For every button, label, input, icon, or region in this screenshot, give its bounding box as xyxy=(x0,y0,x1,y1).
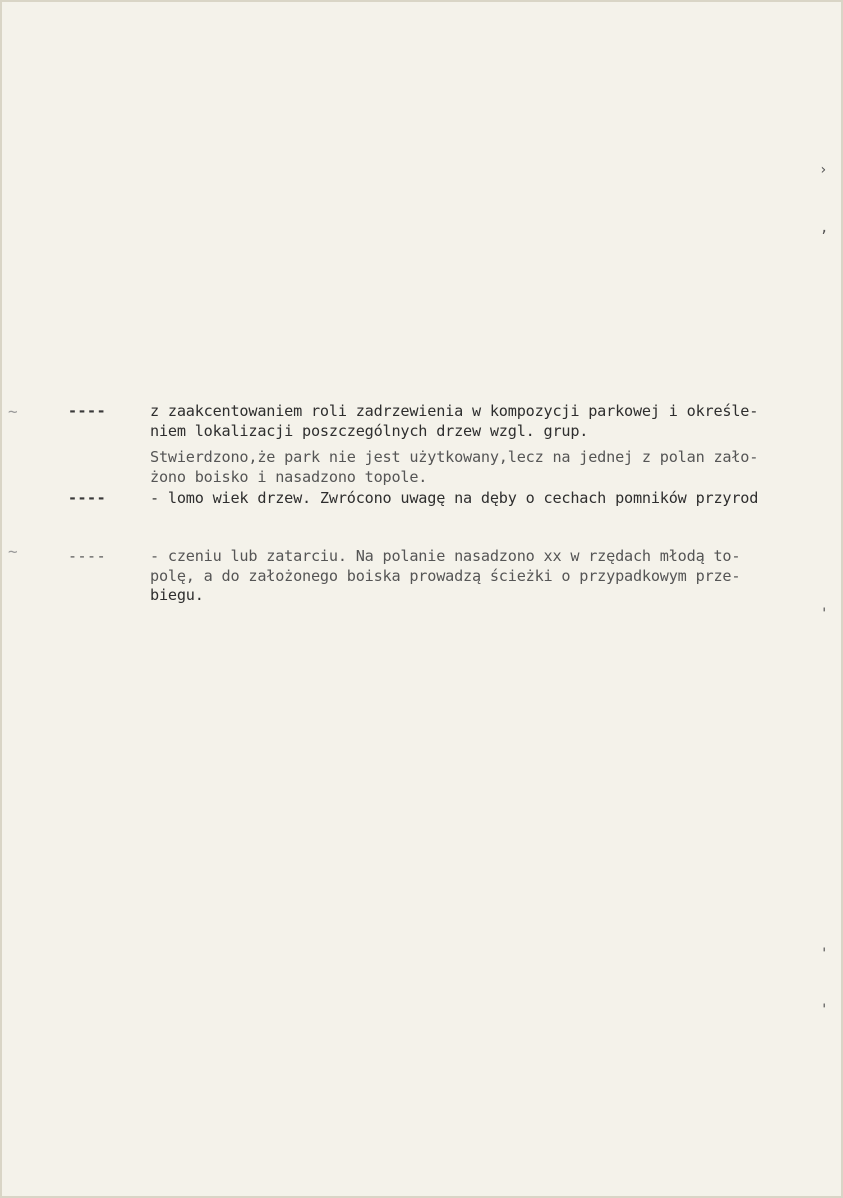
paragraph-2-line-2: żono boisko i nasadzono topole. xyxy=(150,468,428,486)
stray-ink-mark: ' xyxy=(820,946,829,962)
paragraph-4-line-2: polę, a do założonego boiska prowadzą ścieżki o przypadkowym prze- xyxy=(150,567,741,585)
paragraph-2-line-1: Stwierdzono,że park nie jest użytkowany,lecz na jednej z polan zało- xyxy=(150,448,759,466)
stray-ink-mark: ' xyxy=(820,1002,829,1018)
paragraph-1-line-1: z zaakcentowaniem roli zadrzewienia w kompozycji parkowej i określe- xyxy=(150,402,759,420)
dash-marker: ---- xyxy=(68,402,107,420)
dash-marker: ---- xyxy=(68,489,107,507)
dash-marker: ---- xyxy=(68,547,107,565)
paragraph-4-line-3: biegu. xyxy=(150,586,204,604)
stray-ink-mark: › xyxy=(819,162,828,178)
stray-ink-mark: ' xyxy=(820,606,829,622)
margin-smudge: ~ xyxy=(8,402,18,421)
margin-smudge: ~ xyxy=(8,542,18,561)
paragraph-1-line-2: niem lokalizacji poszczególnych drzew wzgl. grup. xyxy=(150,422,589,440)
paragraph-3-line-1: - lomo wiek drzew. Zwrócono uwagę na dęby o cechach pomników przyrod xyxy=(150,489,759,507)
paragraph-4-line-1: - czeniu lub zatarciu. Na polanie nasadzono xx w rzędach młodą to- xyxy=(150,547,741,565)
stray-ink-mark: , xyxy=(820,220,829,236)
